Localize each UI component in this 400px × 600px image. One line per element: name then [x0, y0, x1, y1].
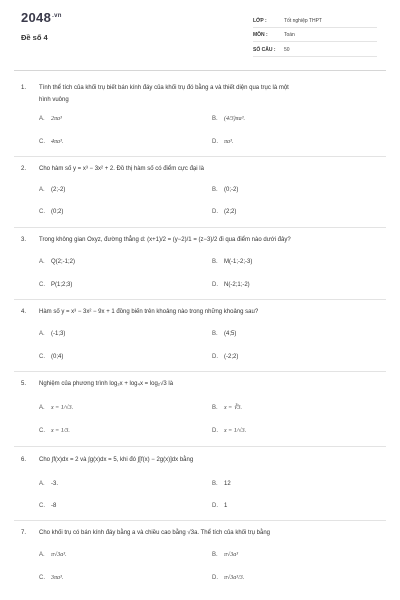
question-number: 1. — [21, 85, 27, 91]
question-divider — [14, 299, 386, 300]
class-value: Tốt nghiệp THPT — [284, 18, 322, 24]
divider — [253, 56, 377, 57]
option-d[interactable]: D. (-2;2) — [212, 354, 239, 360]
question-text — [21, 378, 381, 390]
question-line: Cho khối trụ có bán kính đáy bằng a và chiều cao bằng √3a. Thể tích của khối trụ bằng — [39, 530, 271, 536]
question-text — [21, 163, 381, 175]
option-d[interactable]: D. πa³. — [212, 139, 234, 145]
question-text — [21, 82, 381, 106]
question-count-value: 50 — [284, 47, 290, 53]
option-d[interactable]: D. π√3a³/3. — [212, 575, 245, 581]
question-line: Cho ∫f(x)dx = 2 và ∫g(x)dx = 5, khi đó ∫[f(x) − 2g(x)]dx bằng — [39, 457, 194, 463]
question-divider — [14, 227, 386, 228]
question-number: 2. — [21, 166, 27, 172]
question-number: 3. — [21, 237, 27, 243]
option-c[interactable]: C. 4πa³. — [39, 139, 64, 145]
option-c[interactable]: C. (0;2) — [39, 209, 64, 215]
question-line: Tính thể tích của khối trụ biết bán kính đáy của khối trụ đó bằng a và thiết diện qua trục là một — [39, 85, 289, 91]
option-c[interactable]: C. P(1;2;3) — [39, 282, 73, 288]
option-b[interactable]: B. (4;5) — [212, 331, 237, 337]
option-b[interactable]: B. x = ∛3. — [212, 405, 243, 411]
question-count-label: SỐ CÂU : — [253, 47, 276, 53]
question-divider — [14, 446, 386, 447]
header-divider — [14, 70, 386, 71]
option-c[interactable]: C. 3πa³. — [39, 575, 64, 581]
question-divider — [14, 371, 386, 372]
option-d[interactable]: D. (2;2) — [212, 209, 237, 215]
option-a[interactable]: A. x = 1/√3. — [39, 405, 74, 411]
option-a[interactable]: A. Q(2;-1;2) — [39, 259, 76, 265]
divider — [253, 41, 377, 42]
option-a[interactable]: A. (2;-2) — [39, 187, 66, 193]
option-b[interactable]: B. 12 — [212, 481, 231, 487]
option-a[interactable]: A. 2πa³ — [39, 116, 62, 122]
question-number: 5. — [21, 381, 27, 387]
option-a[interactable]: A. (-1;3) — [39, 331, 66, 337]
option-c[interactable]: C. -8 — [39, 503, 57, 509]
exam-header — [0, 0, 400, 62]
exam-title: Đề số 4 — [21, 33, 48, 42]
question-number: 7. — [21, 530, 27, 536]
question-line: Trong không gian Oxyz, đường thẳng d: (x+1)/2 = (y−2)/1 = (z−3)/2 đi qua điểm nào dưới đây? — [39, 237, 291, 243]
option-c[interactable]: C. (0;4) — [39, 354, 64, 360]
question-line: Cho hàm số y = x³ − 3x² + 2. Đồ thị hàm số có điểm cực đại là — [39, 166, 204, 172]
option-b[interactable]: B. π√3a³ — [212, 552, 239, 558]
option-d[interactable]: D. x = 1/√3. — [212, 428, 247, 434]
option-b[interactable]: B. (0;-2) — [212, 187, 239, 193]
question-number: 6. — [21, 457, 27, 463]
question-line: Hàm số y = x³ − 3x² − 9x + 1 đồng biến trên khoảng nào trong những khoảng sau? — [39, 309, 259, 315]
question-text — [21, 234, 381, 246]
question-text — [21, 527, 381, 539]
option-a[interactable]: A. -3. — [39, 481, 59, 487]
option-a[interactable]: A. π√3a³. — [39, 552, 67, 558]
option-c[interactable]: C. x = 1/3. — [39, 428, 70, 434]
site-logo[interactable]: $2048^{.vn}$ — [21, 10, 62, 25]
divider — [253, 27, 377, 28]
question-line: Nghiệm của phương trình log₂x + log₄x = log₂√3 là — [39, 381, 174, 387]
option-d[interactable]: D. N(-2;1;-2) — [212, 282, 250, 288]
question-divider — [14, 520, 386, 521]
question-line: hình vuông — [39, 97, 69, 103]
option-d[interactable]: D. 1 — [212, 503, 228, 509]
question-text — [21, 454, 381, 466]
subject-value: Toán — [284, 32, 295, 38]
option-b[interactable]: B. M(-1;-2;-3) — [212, 259, 253, 265]
question-divider — [14, 156, 386, 157]
option-b[interactable]: B. (4/3)πa³. — [212, 116, 245, 122]
question-text — [21, 306, 381, 318]
subject-label: MÔN : — [253, 32, 268, 38]
class-label: LỚP : — [253, 18, 267, 24]
question-number: 4. — [21, 309, 27, 315]
